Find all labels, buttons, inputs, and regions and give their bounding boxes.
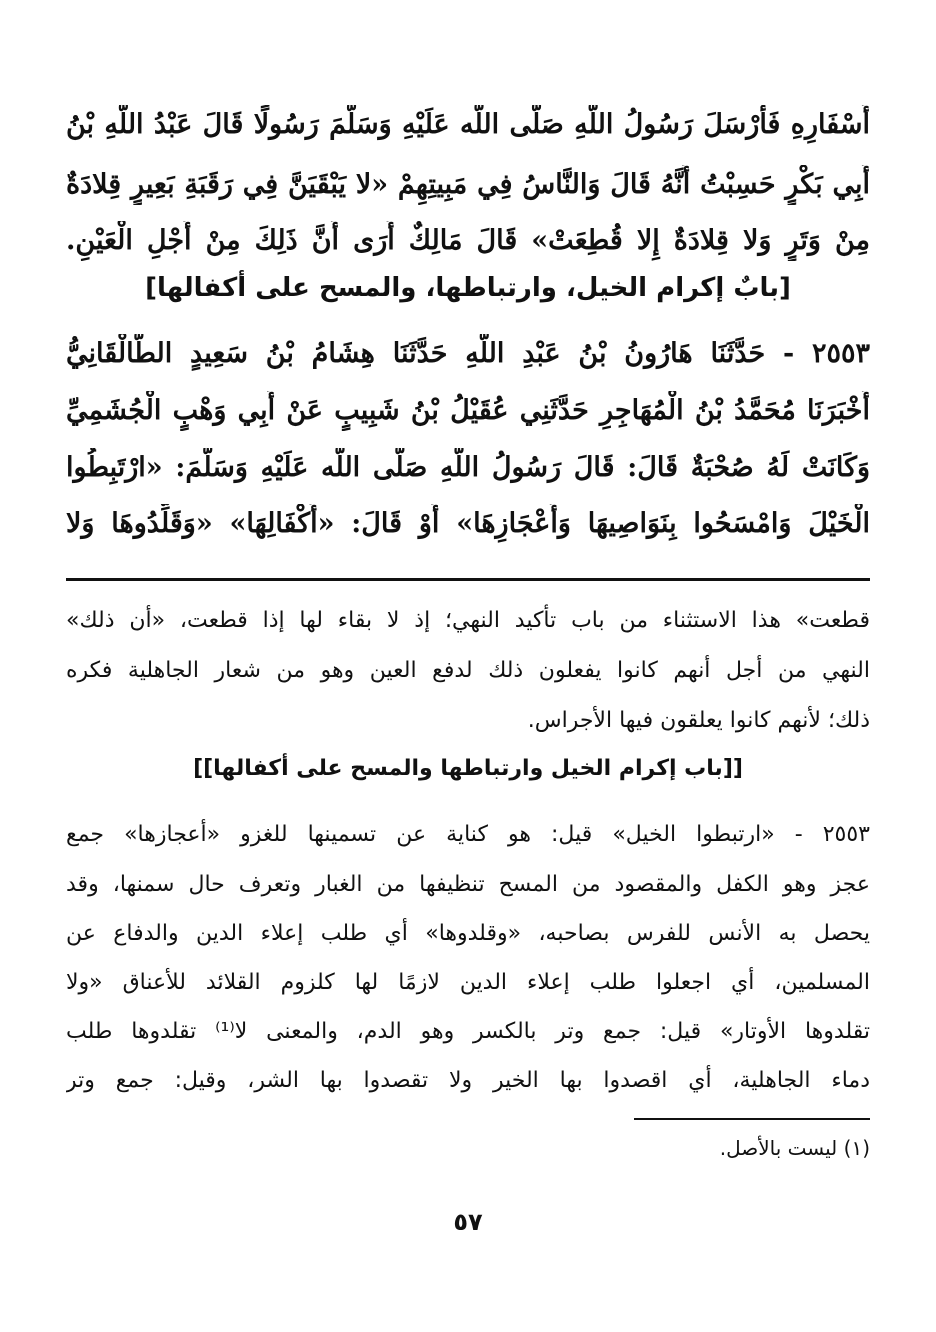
commentary-1-line-3: ذلك؛ لأنهم كانوا يعلقون فيها الأجراس. bbox=[527, 708, 870, 733]
hadith-2553-line-4: الْخَيْلَ وَامْسَحُوا بِنَوَاصِيهَا وَأَعْجَازِهَا» أَوْ قَالَ: «أَكْفَالِهَا» «وَقَلِّدُوهَا وَلا bbox=[66, 508, 870, 539]
footnote-divider bbox=[634, 1118, 870, 1120]
commentary-2-line-5: تقلدوها الأوتار» قيل: جمع وتر بالكسر وهو الدم، والمعنى لا⁽¹⁾ تقلدوها طلب bbox=[66, 1019, 870, 1044]
commentary-2-line-4: المسلمين، أي اجعلوا طلب إعلاء الدين لازمًا لها كلزوم القلائد للأعناق «ولا bbox=[66, 970, 870, 995]
commentary-2-line-1: ٢٥٥٣ - «ارتبطوا الخيل» قيل: هو كناية عن تسمينها للغزو «أعجازها» جمع bbox=[66, 822, 870, 847]
commentary-2-line-6: دماء الجاهلية، أي اقصدوا بها الخير ولا تقصدوا بها الشر، وقيل: جمع وتر bbox=[66, 1068, 870, 1093]
page-number: ٥٧ bbox=[453, 1208, 483, 1236]
commentary-2-line-2: عجز وهو الكفل والمقصود من المسح تنظيفها من الغبار وتعرف حال سمنها، وقد bbox=[66, 872, 870, 897]
commentary-1-line-1: قطعت» هذا الاستثناء من باب تأكيد النهي؛ إذ لا بقاء لها إذا قطعت، «أن ذلك» bbox=[66, 608, 870, 633]
hadith-text-line-2: أَبِي بَكْرٍ حَسِبْتُ أَنَّهُ قَالَ وَالنَّاسُ فِي مَبِيتِهِمْ «لا يَبْقَيَنَّ فِي رَقَبَةِ بَعِيرٍ قِلادَةٌ bbox=[66, 169, 870, 200]
chapter-heading: [بابٌ إكرام الخيل، وارتباطها، والمسح على أكفالها] bbox=[145, 273, 791, 303]
commentary-2-line-3: يحصل به الأنس للفرس بصاحبه، «وقلدوها» أي طلب إعلاء الدين والدفاع عن bbox=[66, 921, 870, 946]
text-commentary-divider bbox=[66, 578, 870, 581]
hadith-text-line-1: أَسْفَارِهِ فَأَرْسَلَ رَسُولُ اللَّهِ صَلَّى اللَّه عَلَيْهِ وَسَلَّمَ رَسُولًا قَالَ عَبْدُ اللَّهِ بْنُ bbox=[66, 109, 870, 140]
commentary-heading: [[باب إكرام الخيل وارتباطها والمسح على أكفالها]] bbox=[193, 756, 743, 781]
commentary-1-line-2: النهي من أجل أنهم كانوا يفعلون ذلك لدفع العين وهو من شعار الجاهلية فكره bbox=[66, 658, 870, 683]
hadith-2553-line-1: ٢٥٥٣ - حَدَّثَنَا هَارُونُ بْنُ عَبْدِ اللَّهِ حَدَّثَنَا هِشَامُ بْنُ سَعِيدٍ الطَّالْقَانِيُّ bbox=[66, 338, 870, 369]
hadith-2553-line-2: أَخْبَرَنَا مُحَمَّدُ بْنُ الْمُهَاجِرِ حَدَّثَنِي عُقَيْلُ بْنُ شَبِيبٍ عَنْ أَبِي وَهْبٍ الْجُشَمِيِّ bbox=[66, 395, 870, 426]
footnote: (١) ليست بالأصل. bbox=[719, 1136, 870, 1160]
hadith-text-line-3: مِنْ وَتَرٍ وَلا قِلادَةٌ إِلا قُطِعَتْ» قَالَ مَالِكٌ أَرَى أَنَّ ذَلِكَ مِنْ أَجْلِ الْعَيْنِ. bbox=[66, 225, 870, 256]
hadith-2553-line-3: وَكَانَتْ لَهُ صُحْبَةٌ قَالَ: قَالَ رَسُولُ اللَّهِ صَلَّى اللَّه عَلَيْهِ وَسَلَّمَ: «ارْتَبِطُوا bbox=[66, 452, 870, 483]
